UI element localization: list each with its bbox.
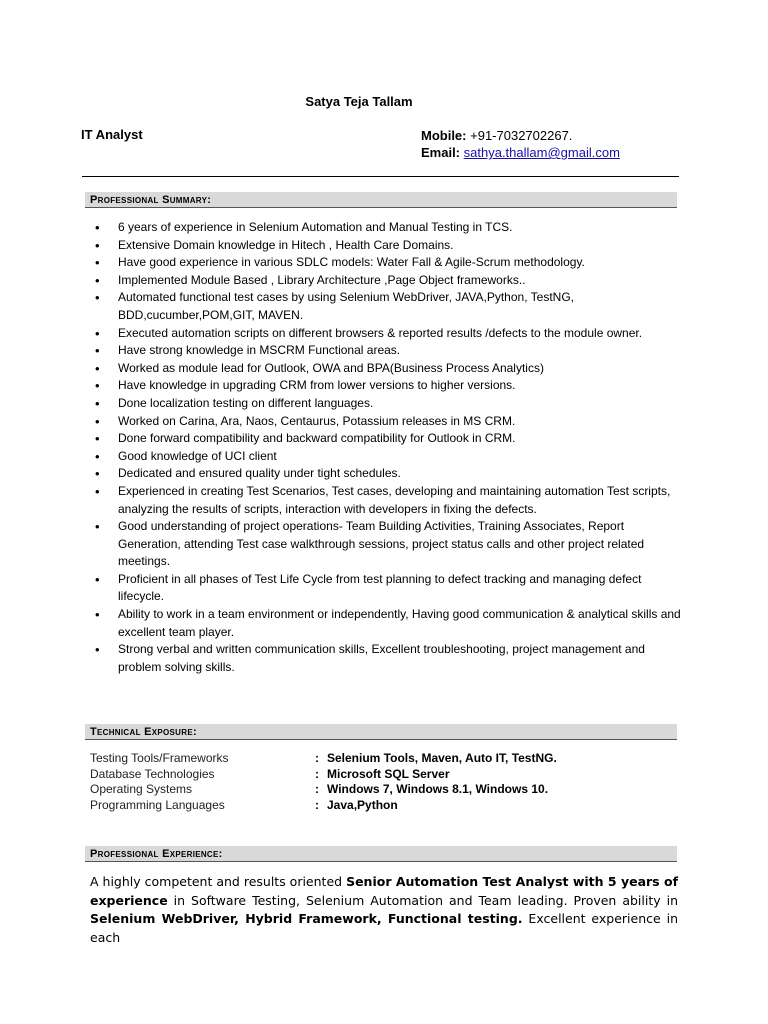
tech-value: Java,Python — [327, 797, 398, 812]
tech-label: Programming Languages — [90, 797, 225, 812]
summary-item: • Experienced in creating Test Scenarios, Test cases, developing and maintaining automation Test scripts, analyzing the results of scripts, interaction with developers in fixing the defects. — [93, 483, 683, 518]
exp-bold-2: Selenium WebDriver, Hybrid Framework, Functional testing. — [90, 911, 523, 926]
summary-item: • Good knowledge of UCI client — [93, 448, 683, 466]
tech-value: Windows 7, Windows 8.1, Windows 10. — [327, 782, 549, 796]
summary-item: • Worked as module lead for Outlook, OWA and BPA(Business Process Analytics) — [93, 360, 683, 378]
summary-item: • Extensive Domain knowledge in Hitech , Health Care Domains. — [93, 237, 683, 255]
tech-colon: : — [315, 751, 319, 765]
tech-row — [90, 782, 680, 798]
exp-text-3: Excellent experience in each — [90, 911, 678, 945]
summary-item: • Done localization testing on different languages. — [93, 395, 683, 413]
header-divider — [82, 176, 679, 177]
section-professional-summary: Professional Summary: — [85, 192, 677, 208]
contact-block — [421, 127, 620, 161]
job-role: IT Analyst — [81, 127, 143, 142]
tech-exposure-table — [90, 751, 680, 813]
email-link[interactable]: sathya.thallam@gmail.com — [463, 145, 620, 160]
tech-label: Database Technologies — [90, 766, 215, 781]
tech-row — [90, 751, 680, 767]
section-technical-exposure: Technical Exposure: — [85, 724, 677, 740]
summary-item: • Strong verbal and written communication skills, Excellent troubleshooting, project management and problem solving skills. — [93, 641, 683, 676]
tech-value: Microsoft SQL Server — [327, 766, 450, 781]
summary-item: • Done forward compatibility and backward compatibility for Outlook in CRM. — [93, 430, 683, 448]
mobile-number: +91-7032702267. — [470, 128, 573, 143]
tech-value: Selenium Tools, Maven, Auto IT, TestNG. — [327, 751, 557, 765]
summary-item: • Have knowledge in upgrading CRM from lower versions to higher versions. — [93, 377, 683, 395]
summary-item: • Have good experience in various SDLC models: Water Fall & Agile-Scrum methodology. — [93, 254, 683, 272]
exp-text-1: A highly competent and results oriented — [90, 874, 347, 889]
summary-item: • Have strong knowledge in MSCRM Functional areas. — [93, 342, 683, 360]
summary-item: • Executed automation scripts on different browsers & reported results /defects to the module owner. — [93, 325, 683, 343]
section-professional-experience: Professional Experience: — [85, 846, 677, 862]
summary-item: • Implemented Module Based , Library Architecture ,Page Object frameworks.. — [93, 272, 683, 290]
tech-colon: : — [315, 797, 319, 812]
tech-colon: : — [315, 782, 319, 796]
mobile-line — [421, 127, 620, 144]
exp-bold-1: Senior Automation Test Analyst with 5 years of experience — [90, 874, 679, 908]
tech-row — [90, 767, 680, 783]
mobile-label: Mobile: — [421, 128, 467, 143]
summary-item: • Ability to work in a team environment or independently, Having good communication & analytical skills and excellent team player. — [93, 606, 683, 641]
tech-label: Operating Systems — [90, 782, 193, 796]
exp-text-2: in Software Testing, Selenium Automation and Team leading. Proven ability in — [167, 892, 678, 908]
tech-row — [90, 798, 680, 814]
summary-item: • 6 years of experience in Selenium Automation and Manual Testing in TCS. — [93, 219, 683, 237]
tech-label: Testing Tools/Frameworks — [90, 751, 229, 765]
experience-paragraph — [90, 873, 678, 947]
summary-item: • Proficient in all phases of Test Life Cycle from test planning to defect tracking and managing defect lifecycle. — [93, 571, 683, 606]
summary-list — [93, 219, 683, 676]
summary-item: • Worked on Carina, Ara, Naos, Centaurus, Potassium releases in MS CRM. — [93, 413, 683, 431]
tech-colon: : — [315, 766, 319, 781]
email-line — [421, 144, 620, 161]
summary-item: • Good understanding of project operations- Team Building Activities, Training Associates, Report Generation, attending Test case walkthrough sessions, project status calls and other project related meetings. — [93, 518, 683, 571]
summary-item: • Dedicated and ensured quality under tight schedules. — [93, 465, 683, 483]
email-label: Email: — [421, 145, 461, 160]
candidate-name: Satya Teja Tallam — [305, 94, 413, 109]
summary-item: • Automated functional test cases by using Selenium WebDriver, JAVA,Python, TestNG, BDD,cucumber,POM,GIT, MAVEN. — [93, 289, 683, 324]
